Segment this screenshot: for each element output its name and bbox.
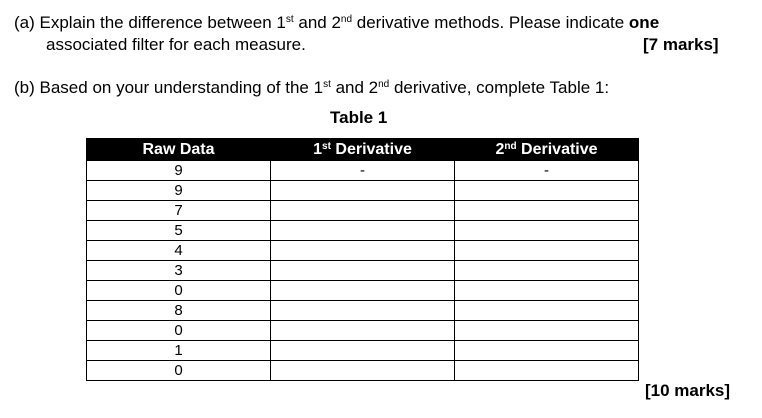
header-first-sup: st: [322, 140, 331, 152]
second-derivative-cell[interactable]: [455, 261, 639, 281]
first-derivative-cell[interactable]: [271, 181, 455, 201]
raw-cell: 8: [87, 301, 271, 321]
raw-cell: 4: [87, 241, 271, 261]
question-b-sup-2: nd: [378, 79, 390, 90]
first-derivative-cell[interactable]: [271, 281, 455, 301]
raw-cell: 9: [87, 181, 271, 201]
second-derivative-cell[interactable]: [455, 181, 639, 201]
question-b-sup-1: st: [323, 79, 331, 90]
second-derivative-cell[interactable]: [455, 341, 639, 361]
first-derivative-cell[interactable]: [271, 201, 455, 221]
table-row: [87, 161, 639, 181]
question-b-marks: [10 marks]: [645, 381, 731, 400]
table-row: [87, 301, 639, 321]
header-first-text: Derivative: [330, 140, 412, 158]
derivative-table: [86, 138, 639, 381]
first-derivative-cell[interactable]: [271, 241, 455, 261]
question-a-text-2: and 2: [293, 13, 341, 32]
question-a-text-1: Explain the difference between 1: [39, 13, 286, 32]
second-derivative-cell[interactable]: [455, 221, 639, 241]
question-a-marks: [7 marks]: [643, 35, 719, 54]
question-b-label: (b): [14, 78, 35, 97]
first-derivative-cell[interactable]: [271, 261, 455, 281]
table-row: [87, 281, 639, 301]
raw-cell: 7: [87, 201, 271, 221]
second-derivative-cell[interactable]: -: [455, 161, 639, 181]
raw-cell: 9: [87, 161, 271, 181]
first-derivative-cell[interactable]: [271, 321, 455, 341]
question-b-text-1: Based on your understanding of the 1: [39, 78, 324, 97]
table-caption: Table 1: [330, 108, 388, 127]
question-b-line: [14, 77, 609, 99]
first-derivative-cell[interactable]: -: [271, 161, 455, 181]
second-derivative-cell[interactable]: [455, 241, 639, 261]
table-row: [87, 201, 639, 221]
table-header-row: [87, 139, 639, 161]
table-row: [87, 321, 639, 341]
first-derivative-cell[interactable]: [271, 221, 455, 241]
header-first-derivative: [271, 139, 455, 161]
raw-cell: 0: [87, 361, 271, 381]
question-b-text-3: derivative, complete Table 1:: [389, 78, 610, 97]
raw-cell: 5: [87, 221, 271, 241]
first-derivative-cell[interactable]: [271, 301, 455, 321]
question-a-line-2: associated filter for each measure.: [46, 35, 306, 54]
second-derivative-cell[interactable]: [455, 321, 639, 341]
question-a-sup-1: st: [285, 14, 294, 25]
header-first-num: 1: [313, 140, 323, 158]
raw-cell: 3: [87, 261, 271, 281]
table-row: [87, 361, 639, 381]
second-derivative-cell[interactable]: [455, 361, 639, 381]
table-row: [87, 241, 639, 261]
question-a-text-3: derivative methods. Please indicate: [352, 13, 629, 32]
header-second-derivative: [455, 139, 639, 161]
header-second-text: Derivative: [516, 140, 598, 158]
header-second-sup: nd: [504, 140, 517, 152]
first-derivative-cell[interactable]: [271, 361, 455, 381]
question-a-line-1: [14, 12, 659, 34]
second-derivative-cell[interactable]: [455, 281, 639, 301]
question-a-bold: one: [628, 13, 660, 32]
second-derivative-cell[interactable]: [455, 201, 639, 221]
second-derivative-cell[interactable]: [455, 301, 639, 321]
raw-cell: 1: [87, 341, 271, 361]
first-derivative-cell[interactable]: [271, 341, 455, 361]
question-a-sup-2: nd: [340, 14, 353, 25]
header-raw-data: Raw Data: [87, 139, 271, 161]
table-row: [87, 221, 639, 241]
question-a-label: (a): [14, 13, 35, 32]
question-b-text-2: and 2: [330, 78, 379, 97]
table-row: [87, 261, 639, 281]
raw-cell: 0: [87, 281, 271, 301]
header-second-num: 2: [495, 140, 505, 158]
table-row: [87, 181, 639, 201]
table-row: [87, 341, 639, 361]
raw-cell: 0: [87, 321, 271, 341]
